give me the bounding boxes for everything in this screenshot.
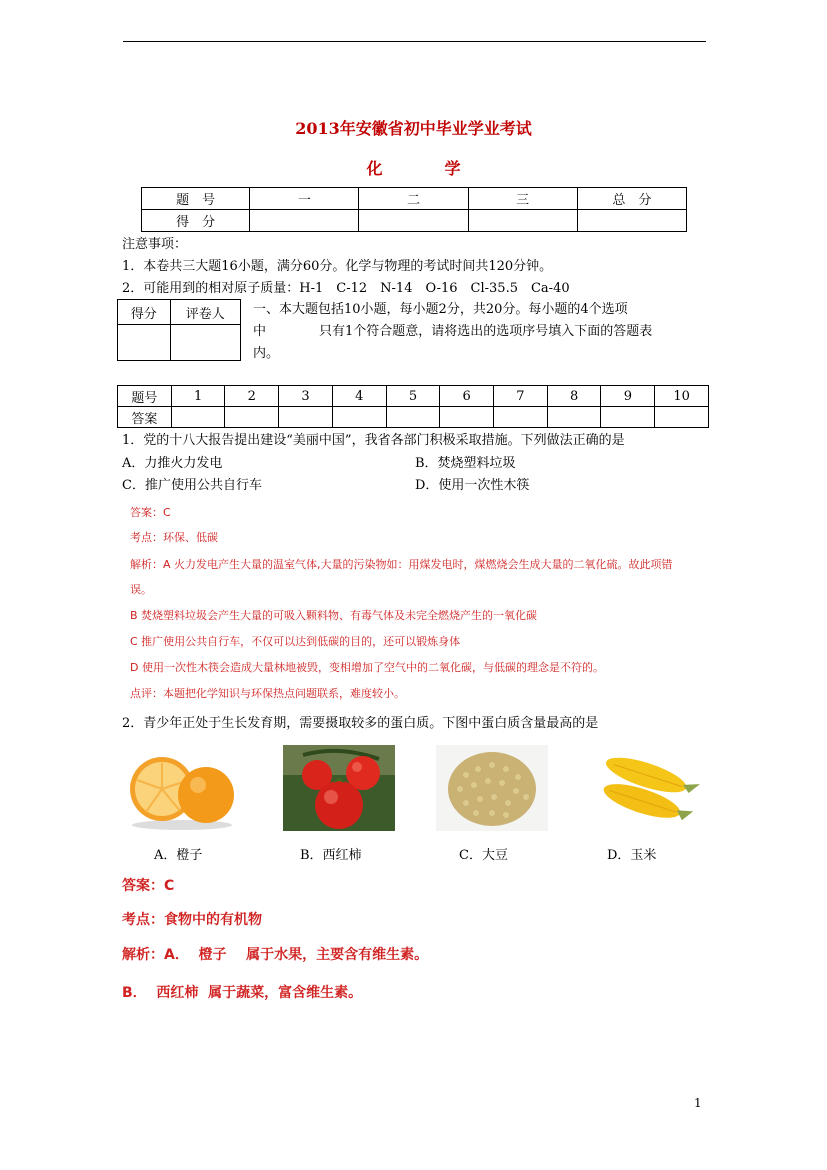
answer-number: 10 xyxy=(655,386,709,407)
q1-option-a: A．力推火力发电 xyxy=(122,456,223,471)
score-table-cell: 得 分 xyxy=(142,210,250,232)
answer-cell[interactable] xyxy=(386,407,440,428)
score-table-cell: 总 分 xyxy=(577,188,686,210)
subject-char-2: 学 xyxy=(444,159,461,178)
answer-header-label: 题号 xyxy=(118,386,172,407)
q1-stem: 1．党的十八大报告提出建设“美丽中国”，我省各部门积极采取措施。下列做法正确的是 xyxy=(122,433,625,448)
orange-image xyxy=(126,745,238,831)
q2-answer: 答案：C xyxy=(122,878,175,894)
q1-point: 考点：环保、低碳 xyxy=(130,531,218,544)
answer-cell[interactable] xyxy=(601,407,655,428)
score-input-cell[interactable] xyxy=(359,210,468,232)
answer-number: 9 xyxy=(601,386,655,407)
answer-number: 4 xyxy=(332,386,386,407)
q2-point: 考点：食物中的有机物 xyxy=(122,912,262,928)
answer-cell[interactable] xyxy=(225,407,279,428)
q1-analysis-4: D 使用一次性木筷会造成大量林地被毁，变相增加了空气中的二氧化碳，与低碳的理念是不符的。 xyxy=(130,661,604,674)
score-input-cell[interactable] xyxy=(250,210,359,232)
q2-analysis-2: B． 西红柿 属于蔬菜，富含维生素。 xyxy=(122,985,363,1001)
q2-option-c: C．大豆 xyxy=(459,848,508,863)
soybean-image xyxy=(436,745,548,831)
answer-number: 7 xyxy=(494,386,548,407)
score-table xyxy=(141,187,687,232)
exam-title: 2013年安徽省初中毕业学业考试 xyxy=(295,119,532,138)
notes-heading: 注意事项： xyxy=(122,237,188,252)
answer-number: 2 xyxy=(225,386,279,407)
score-input-cell[interactable] xyxy=(468,210,577,232)
section1-line3: 内。 xyxy=(253,346,280,361)
answer-number: 5 xyxy=(386,386,440,407)
q2-option-a: A．橙子 xyxy=(154,848,203,863)
section1-line2a: 中 xyxy=(253,324,267,339)
q1-option-d: D．使用一次性木筷 xyxy=(415,478,530,493)
q1-analysis-1b: 误。 xyxy=(130,583,152,596)
score-table-cell: 题 号 xyxy=(142,188,250,210)
score-table-cell: 一 xyxy=(250,188,359,210)
section1-line2b: 只有1个符合题意，请将选出的选项序号填入下面的答题表 xyxy=(319,324,653,339)
header-rule xyxy=(123,41,706,42)
answer-cell[interactable] xyxy=(171,407,225,428)
q2-option-d: D．玉米 xyxy=(607,848,657,863)
answer-cell[interactable] xyxy=(440,407,494,428)
answer-cell[interactable] xyxy=(655,407,709,428)
answer-cell[interactable] xyxy=(332,407,386,428)
score-table-cell: 二 xyxy=(359,188,468,210)
q2-stem: 2．青少年正处于生长发育期，需要摄取较多的蛋白质。下图中蛋白质含量最高的是 xyxy=(122,716,599,731)
q1-option-c: C．推广使用公共自行车 xyxy=(122,478,262,493)
grader-box xyxy=(117,299,241,361)
grader-score-label: 得分 xyxy=(118,300,171,325)
q2-analysis-1: 解析：A． 橙子 属于水果，主要含有维生素。 xyxy=(122,947,429,963)
grader-name-label: 评卷人 xyxy=(170,300,240,325)
q1-analysis-2: B 焚烧塑料垃圾会产生大量的可吸入颗料物、有毒气体及未完全燃烧产生的一氧化碳 xyxy=(130,609,538,622)
q1-option-b: B．焚烧塑料垃圾 xyxy=(415,456,516,471)
grader-name-cell[interactable] xyxy=(170,325,240,361)
page-number: 1 xyxy=(694,1096,702,1110)
score-table-cell: 三 xyxy=(468,188,577,210)
q1-answer: 答案：C xyxy=(130,506,171,519)
score-input-cell[interactable] xyxy=(577,210,686,232)
q1-analysis-3: C 推广使用公共自行车，不仅可以达到低碳的目的，还可以锻炼身体 xyxy=(130,635,461,648)
tomato-image xyxy=(283,745,395,831)
notes-item-1: 1．本卷共三大题16小题，满分60分。化学与物理的考试时间共120分钟。 xyxy=(122,259,553,274)
section1-line1: 一、本大题包括10小题，每小题2分，共20分。每小题的4个选项 xyxy=(253,302,628,317)
answer-cell[interactable] xyxy=(279,407,333,428)
answer-number: 3 xyxy=(279,386,333,407)
answer-cell[interactable] xyxy=(547,407,601,428)
answer-number: 6 xyxy=(440,386,494,407)
answer-number: 8 xyxy=(547,386,601,407)
answer-number: 1 xyxy=(171,386,225,407)
q2-option-b: B．西红柿 xyxy=(300,848,362,863)
subject-title xyxy=(0,156,827,179)
q1-analysis-1: 解析：A 火力发电产生大量的温室气体,大量的污染物如：用煤发电时，煤燃烧会生成大量的二氧化硫。故此项错 xyxy=(130,558,673,571)
corn-image xyxy=(588,745,700,831)
answer-table xyxy=(117,385,709,428)
notes-item-2: 2．可能用到的相对原子质量：H-1 C-12 N-14 O-16 Cl-35.5 Ca-40 xyxy=(122,281,570,296)
subject-char-1: 化 xyxy=(366,159,383,178)
answer-cell[interactable] xyxy=(494,407,548,428)
answer-row-label: 答案 xyxy=(118,407,172,428)
q1-comment: 点评：本题把化学知识与环保热点问题联系，难度较小。 xyxy=(130,687,405,700)
grader-score-cell[interactable] xyxy=(118,325,171,361)
